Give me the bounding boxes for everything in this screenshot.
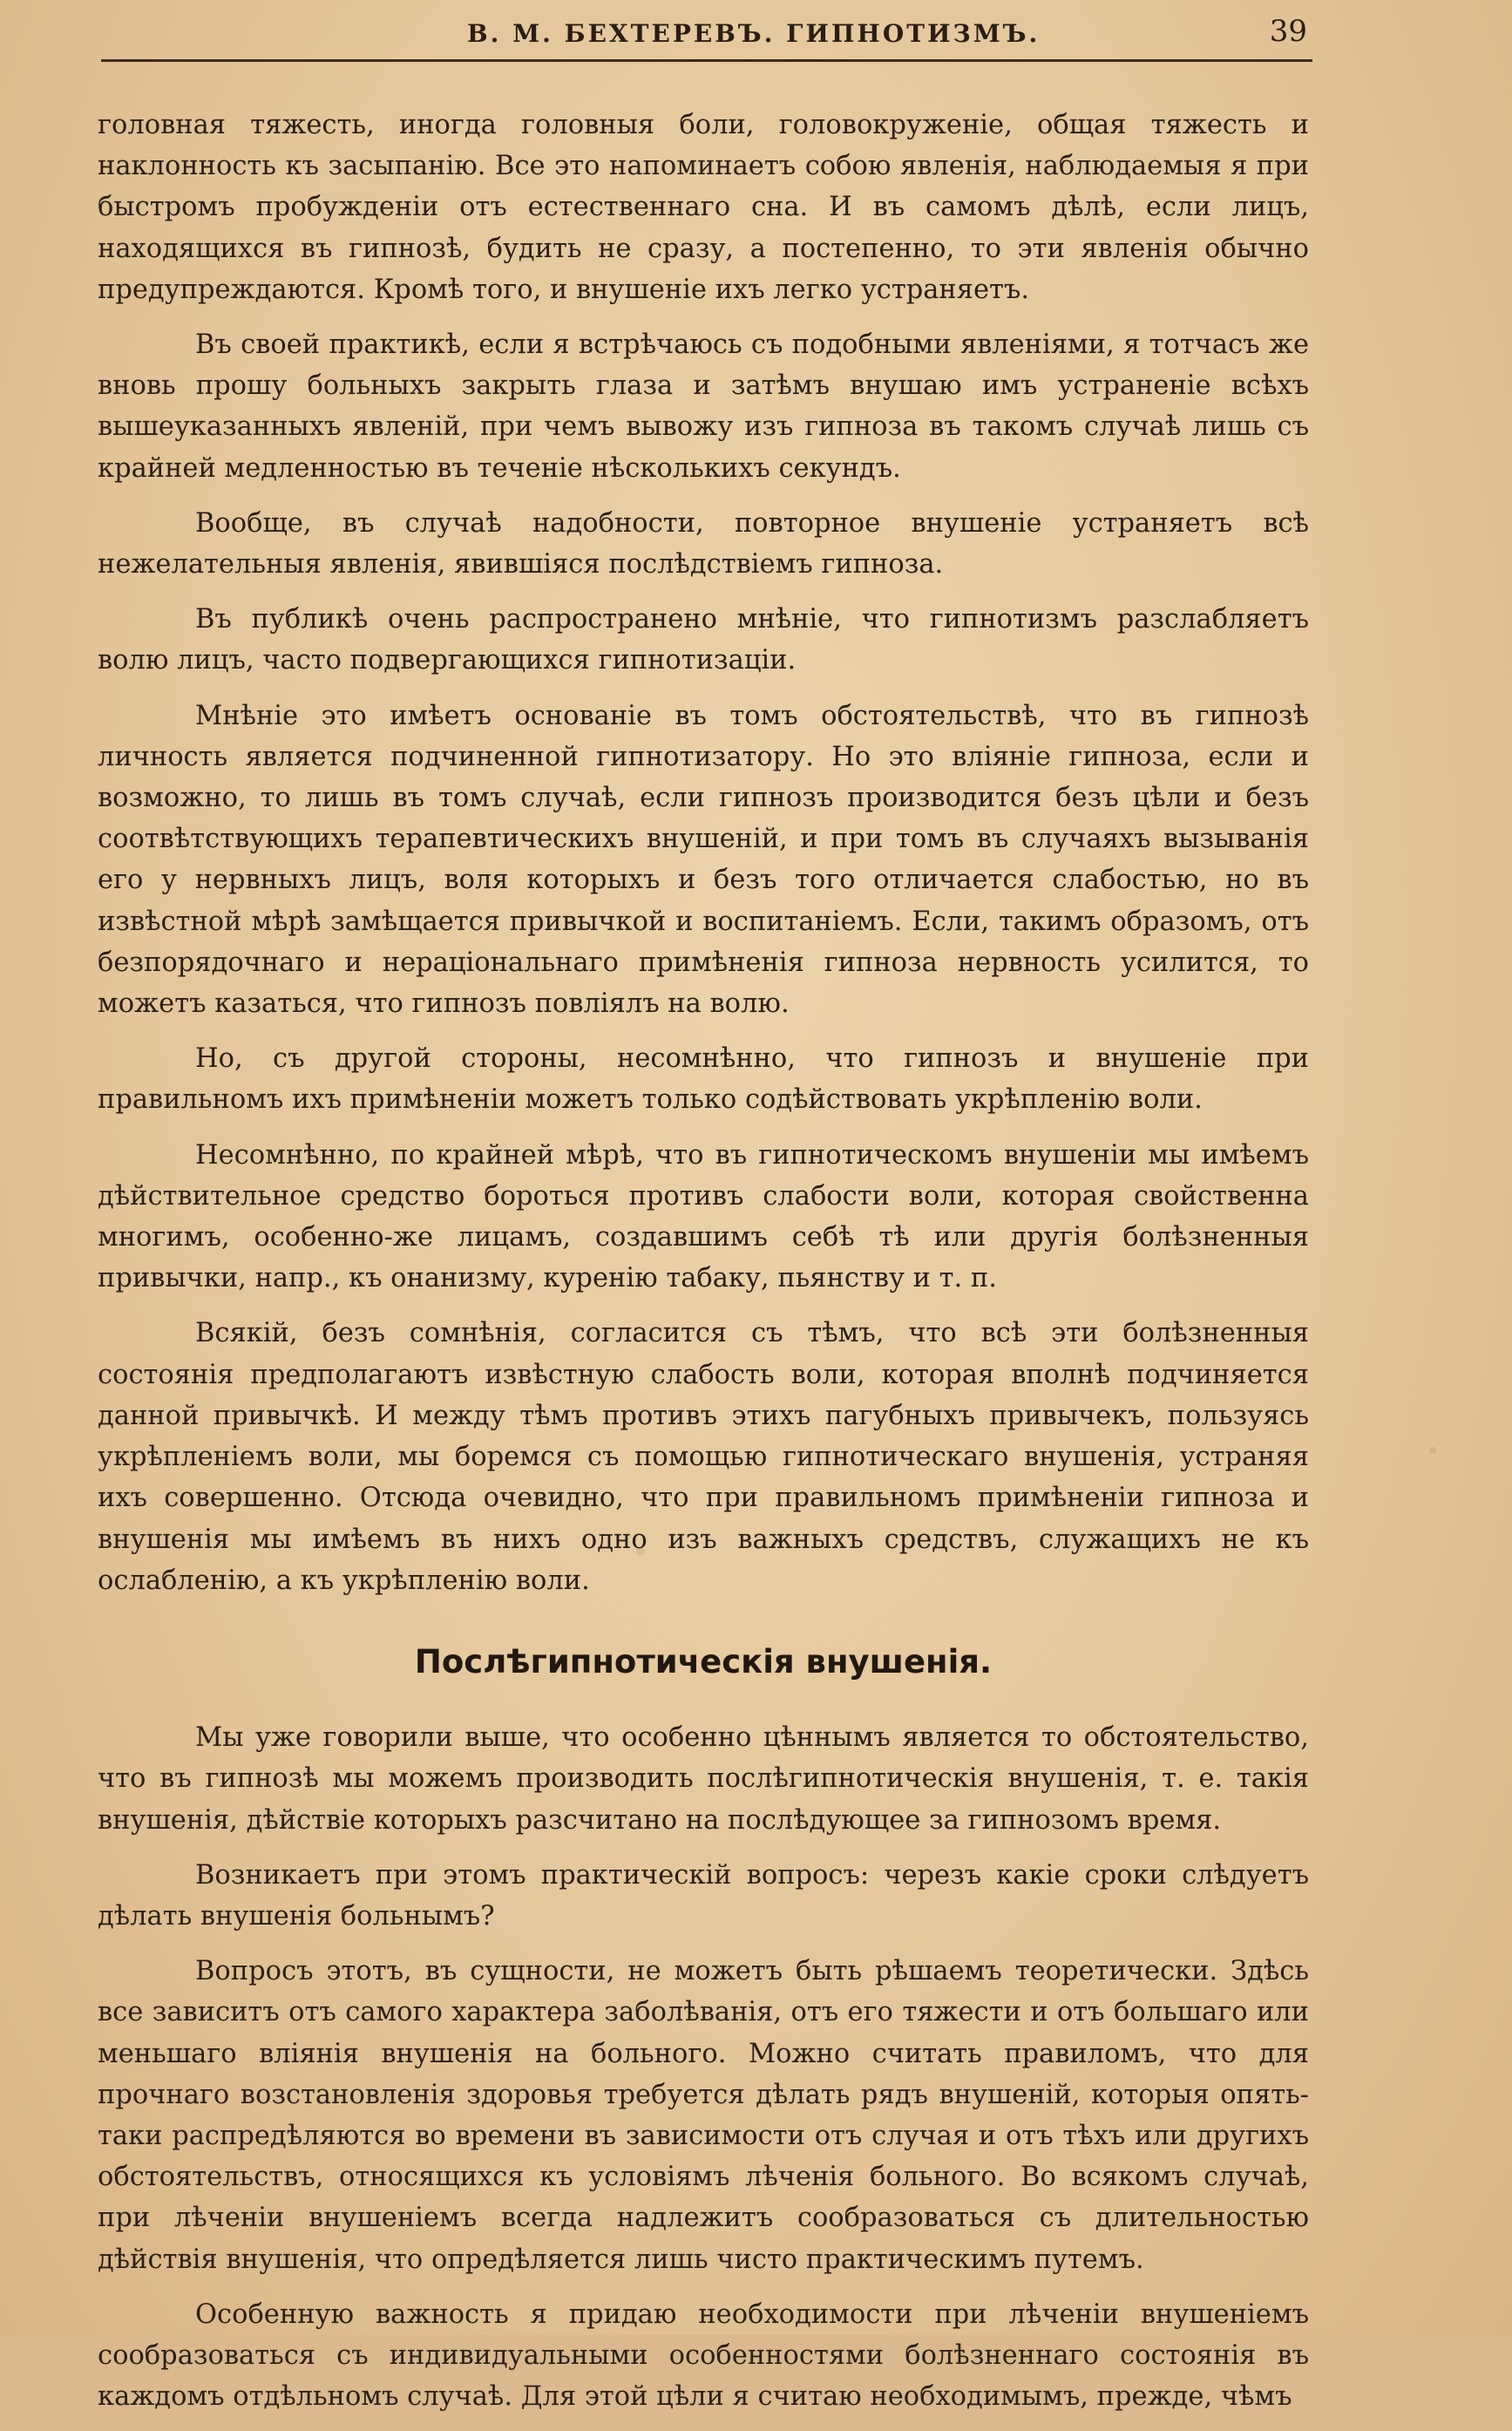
paragraph: Мы уже говорили выше, что особенно цѣннымъ является то обстоятельство, что въ гипнозѣ мы можемъ производить послѣгипнотическія внушенія, т. е. такія внушенія, дѣйствіе которыхъ разсчитано на послѣдующее за гипнозомъ время. xyxy=(98,1722,1309,1836)
paragraph: Возникаетъ при этомъ практическій вопросъ: черезъ какіе сроки слѣдуетъ дѣлать внушенія больнымъ? xyxy=(98,1859,1309,1932)
paragraph: Несомнѣнно, по крайней мѣрѣ, что въ гипнотическомъ внушеніи мы имѣемъ дѣйствительное средство бороться противъ слабости воли, которая свойственна многимъ, особенно-же лицамъ, создавшимъ себѣ тѣ или другія болѣзненныя привычки, напр., къ онанизму, куренію табаку, пьянству и т. п. xyxy=(98,1139,1309,1294)
paragraph: головная тяжесть, иногда головныя боли, головокруженіе, общая тяжесть и наклонность къ засыпанію. Все это напоминаетъ собою явленія, наблюдаемыя я при быстромъ пробужденіи отъ естественнаго сна. И въ самомъ дѣлѣ, если лицъ, находящихся въ гипнозѣ, будить не сразу, а постепенно, то эти явленія обычно предупреждаются. Кромѣ того, и внушеніе ихъ легко устраняетъ. xyxy=(98,110,1309,305)
running-title: В. М. БЕХТЕРЕВЪ. ГИПНОТИЗМЪ. xyxy=(467,19,1041,48)
page-number: 39 xyxy=(1269,14,1307,49)
paragraph: Въ публикѣ очень распространено мнѣніе, что гипнотизмъ разслабляетъ волю лицъ, часто подвергающихся гипнотизаціи. xyxy=(98,604,1309,676)
body-text xyxy=(98,105,1309,2431)
paragraph: Вопросъ этотъ, въ сущности, не можетъ быть рѣшаемъ теоретически. Здѣсь все зависитъ отъ самого характера заболѣванія, отъ его тяжести и отъ большаго или меньшаго вліянія внушенія на больного. Можно считать правиломъ, что для прочнаго возстановленія здоровья требуется дѣлать рядъ внушеній, которыя опять-таки распредѣляются во времени въ зависимости отъ случая и отъ тѣхъ или другихъ обстоятельствъ, относящихся къ условіямъ лѣченія больного. Во всякомъ случаѣ, при лѣченіи внушеніемъ всегда надлежитъ сообразоваться съ длительностью дѣйствія внушенія, что опредѣляется лишь чисто практическимъ путемъ. xyxy=(98,1956,1309,2275)
paragraphs-before xyxy=(98,105,1309,1601)
paragraph: Всякій, безъ сомнѣнія, согласится съ тѣмъ, что всѣ эти болѣзненныя состоянія предполагаютъ извѣстную слабость воли, которая вполнѣ подчиняется данной привычкѣ. И между тѣмъ противъ этихъ пагубныхъ привычекъ, пользуясь укрѣпленіемъ воли, мы боремся съ помощью гипнотическаго внушенія, устраняя ихъ совершенно. Отсюда очевидно, что при правильномъ примѣненіи гипноза и внушенія мы имѣемъ въ нихъ одно изъ важныхъ средствъ, служащихъ не къ ослабленію, а къ укрѣпленію воли. xyxy=(98,1318,1309,1596)
paper-spot xyxy=(1429,1447,1436,1454)
paragraph: Въ своей практикѣ, если я встрѣчаюсь съ подобными явленіями, я тотчасъ же вновь прошу больныхъ закрыть глаза и затѣмъ внушаю имъ устраненіе всѣхъ вышеуказанныхъ явленій, при чемъ вывожу изъ гипноза въ такомъ случаѣ лишь съ крайней медленностью въ теченіе нѣсколькихъ секундъ. xyxy=(98,329,1309,484)
paragraphs-after xyxy=(98,1717,1309,2417)
section-title: Послѣгипнотическія внушенія. xyxy=(414,1642,993,1681)
paragraph: Особенную важность я придаю необходимости при лѣченіи внушеніемъ сообразоваться съ индивидуальными особенностями болѣзненнаго состоянія въ каждомъ отдѣльномъ случаѣ. Для этой цѣли я считаю необходимымъ, прежде, чѣмъ xyxy=(98,2299,1309,2413)
paragraph: Мнѣніе это имѣетъ основаніе въ томъ обстоятельствѣ, что въ гипнозѣ личность является подчиненной гипнотизатору. Но это вліяніе гипноза, если и возможно, то лишь въ томъ случаѣ, если гипнозъ производится безъ цѣли и безъ соотвѣтствующихъ терапевтическихъ внушеній, и при томъ въ случаяхъ вызыванія его у нервныхъ лицъ, воля которыхъ и безъ того отличается слабостью, но въ извѣстной мѣрѣ замѣщается привычкой и воспитаніемъ. Если, такимъ образомъ, отъ безпорядочнаго и нераціональнаго примѣненія гипноза нервность усилится, то можетъ казаться, что гипнозъ повліялъ на волю. xyxy=(98,700,1309,1020)
paragraph: Но, съ другой стороны, несомнѣнно, что гипнозъ и внушеніе при правильномъ ихъ примѣненіи можетъ только содѣйствовать укрѣпленію воли. xyxy=(98,1043,1309,1116)
running-header xyxy=(101,9,1312,62)
paragraph: Вообще, въ случаѣ надобности, повторное внушеніе устраняетъ всѣ нежелательныя явленія, явившіяся послѣдствіемъ гипноза. xyxy=(98,507,1309,581)
